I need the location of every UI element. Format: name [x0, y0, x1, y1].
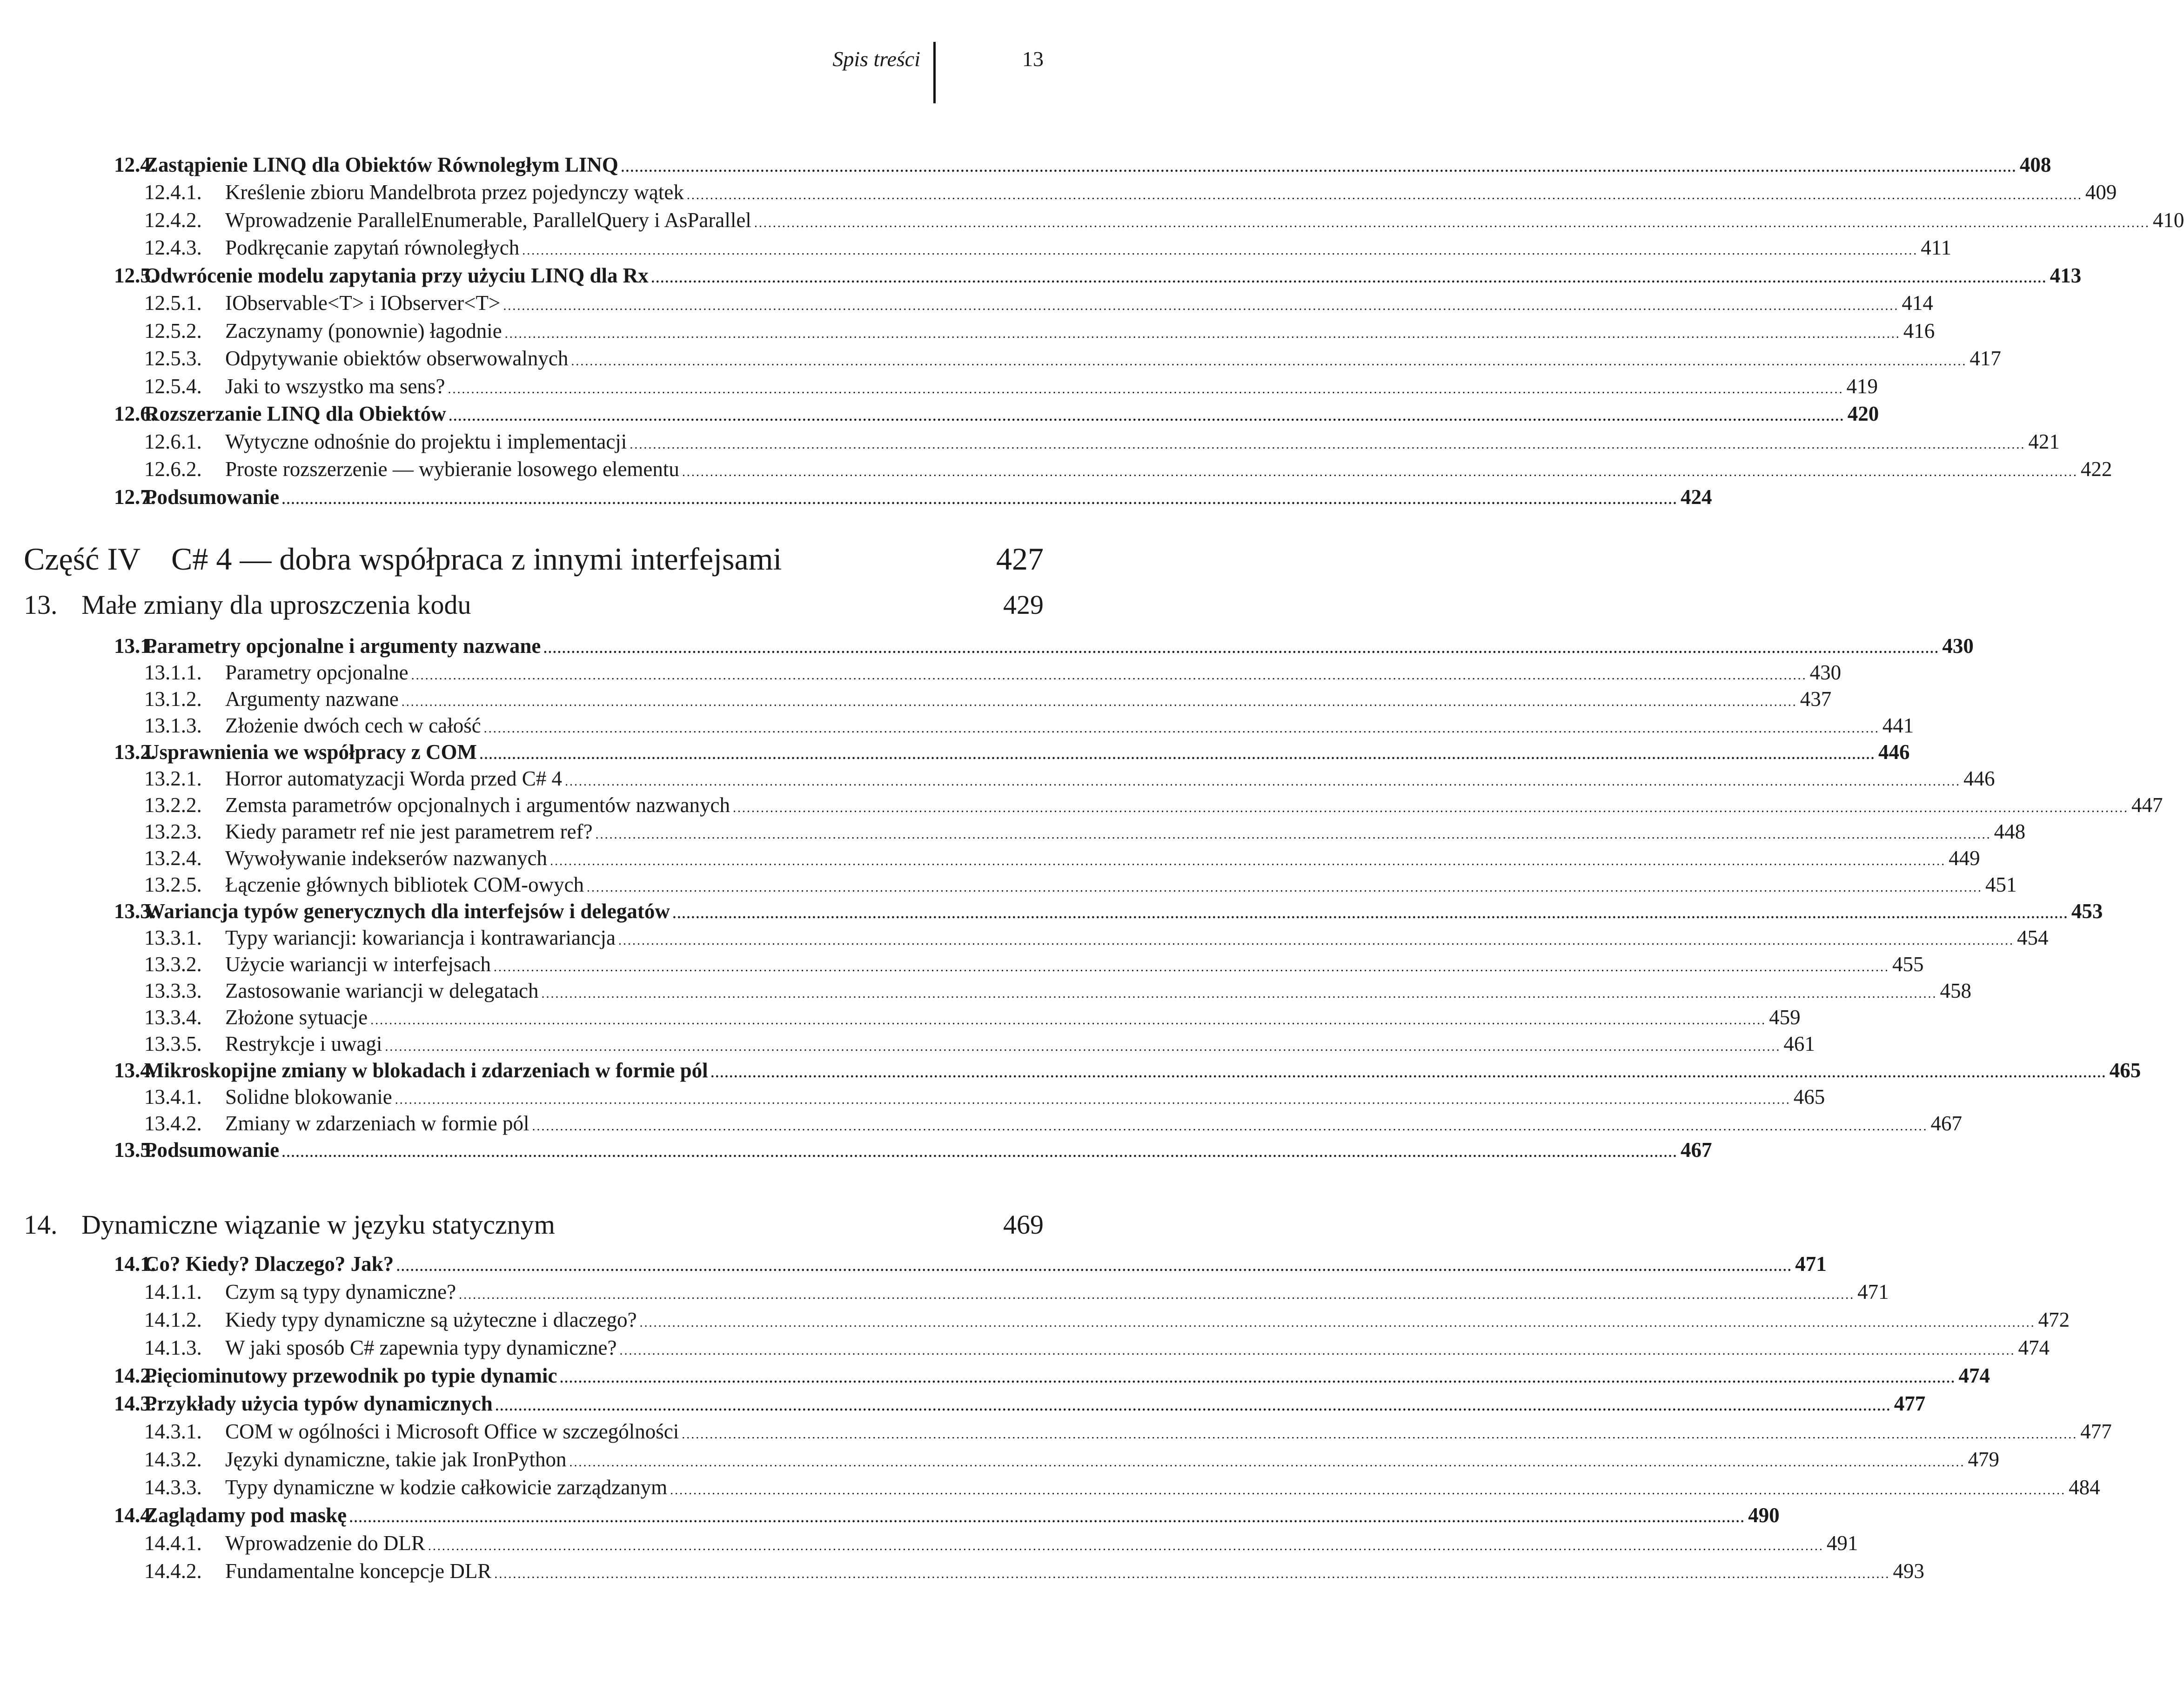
entry-title: Wariancja typów generycznych dla interfejsów i delegatów: [144, 899, 670, 923]
dot-leader: ............................................................................................................................................................................................................................................................................................................: [543, 641, 1940, 656]
dot-leader: ............................................................................................................................................................................................................................................................................................................: [522, 243, 1918, 258]
entry-body: [225, 1111, 1962, 1135]
entry-number: 12.4.: [114, 153, 156, 176]
entry-title: Usprawnienia we współpracy z COM: [144, 740, 477, 764]
entry-number: 12.6.1.: [144, 430, 202, 453]
entry-body: [225, 291, 1933, 315]
entry-page: 420: [1847, 402, 1879, 426]
entry-body: [225, 1475, 2100, 1499]
entry-title: Zaglądamy pod maskę: [144, 1504, 347, 1527]
entry-title: Typy dynamiczne w kodzie całkowicie zarządzanym: [225, 1476, 668, 1499]
entry-title: Jaki to wszystko ma sens?: [225, 374, 445, 398]
entry-number: 13.2.4.: [144, 846, 202, 870]
entry-page: 430: [1942, 634, 1974, 658]
entry-title: Podsumowanie: [144, 485, 280, 509]
entry-number: 13.4.: [114, 1058, 156, 1082]
entry-body: [225, 1280, 1889, 1304]
entry-page: 474: [2018, 1336, 2050, 1359]
dot-leader: ............................................................................................................................................................................................................................................................................................................: [370, 1013, 1767, 1028]
dot-leader: ............................................................................................................................................................................................................................................................................................................: [670, 1483, 2066, 1498]
entry-title: Rozszerzanie LINQ dla Obiektów: [144, 402, 446, 426]
entry-number: 13.4.2.: [144, 1111, 202, 1135]
entry-body: [225, 1559, 1924, 1583]
entry-page: 448: [1994, 819, 2026, 843]
dot-leader: ............................................................................................................................................................................................................................................................................................................: [618, 933, 2014, 948]
part-page: 427: [996, 541, 1044, 577]
toc-entry: [0, 1136, 1712, 1163]
dot-leader: ............................................................................................................................................................................................................................................................................................................: [503, 299, 1899, 314]
entry-page: 465: [2109, 1058, 2141, 1082]
toc-entry: [0, 739, 1910, 765]
entry-page: 410: [2152, 208, 2184, 232]
entry-body: [144, 1391, 1926, 1416]
entry-body: [144, 1363, 1990, 1388]
entry-number: 13.3.2.: [144, 952, 202, 976]
entry-number: 14.4.1.: [144, 1531, 202, 1555]
entry-title: Typy wariancji: kowariancja i kontrawariancja: [225, 926, 616, 949]
toc-entry: [0, 345, 2001, 373]
entry-title: Odpytywanie obiektów obserwowalnych: [225, 347, 569, 370]
toc-entry: [0, 792, 2163, 818]
toc-entry: [0, 317, 1935, 345]
entry-title: IObservable<T> i IObserver<T>: [225, 291, 501, 315]
dot-leader: ............................................................................................................................................................................................................................................................................................................: [571, 354, 1967, 369]
entry-number: 14.4.2.: [144, 1559, 202, 1583]
entry-page: 461: [1783, 1032, 1815, 1055]
entry-number: 13.3.1.: [144, 926, 202, 949]
entry-title: Argumenty nazwane: [225, 687, 399, 711]
entry-body: [144, 1503, 1780, 1527]
entry-number: 12.4.2.: [144, 208, 202, 232]
entry-body: [225, 873, 2017, 897]
dot-leader: ............................................................................................................................................................................................................................................................................................................: [428, 1539, 1824, 1553]
entry-body: [144, 1138, 1712, 1162]
entry-number: 13.1.1.: [144, 660, 202, 684]
dot-leader: ............................................................................................................................................................................................................................................................................................................: [682, 1427, 2078, 1442]
entry-body: [225, 926, 2049, 950]
dot-leader: ............................................................................................................................................................................................................................................................................................................: [483, 721, 1880, 736]
entry-page: 449: [1949, 846, 1980, 870]
chapter-title: Dynamiczne wiązanie w języku statycznym: [81, 1209, 555, 1240]
toc-entry: [0, 1501, 1780, 1529]
entry-page: 477: [2080, 1420, 2112, 1443]
entry-title: Mikroskopijne zmiany w blokadach i zdarzeniach w formie pól: [144, 1058, 708, 1082]
entry-number: 12.6.: [114, 402, 156, 426]
entry-title: Parametry opcjonalne i argumenty nazwane: [144, 634, 541, 658]
entry-title: Zmiany w zdarzeniach w formie pól: [225, 1111, 529, 1135]
entry-title: Języki dynamiczne, takie jak IronPython: [225, 1448, 567, 1471]
running-title: Spis treści: [832, 47, 920, 71]
toc-entry: [0, 712, 1914, 739]
entry-number: 12.5.4.: [144, 374, 202, 398]
part-title: C# 4 — dobra współpraca z innymi interfejsami: [171, 541, 782, 577]
entry-title: Podsumowanie: [144, 1138, 280, 1162]
entry-title: Kiedy parametr ref nie jest parametrem ref?: [225, 819, 593, 843]
dot-leader: ............................................................................................................................................................................................................................................................................................................: [710, 1066, 2107, 1081]
entry-title: Złożone sytuacje: [225, 1005, 368, 1029]
dot-leader: ............................................................................................................................................................................................................................................................................................................: [565, 774, 1961, 789]
entry-number: 12.7.: [114, 485, 156, 509]
entry-body: [225, 1336, 2050, 1360]
entry-page: 416: [1903, 319, 1935, 343]
entry-title: Łączenie głównych bibliotek COM-owych: [225, 873, 584, 896]
entry-number: 13.1.3.: [144, 713, 202, 737]
entry-body: [225, 319, 1935, 343]
toc-entry: [0, 1473, 2100, 1501]
entry-page: 467: [1930, 1111, 1962, 1135]
toc-entry: [0, 632, 1974, 659]
entry-number: 13.3.: [114, 899, 156, 923]
entry-title: Zaczynamy (ponownie) łagodnie: [225, 319, 502, 343]
entry-number: 12.4.3.: [144, 236, 202, 260]
entry-number: 12.5.: [114, 263, 156, 287]
entry-number: 13.3.4.: [144, 1005, 202, 1029]
entry-body: [225, 819, 2026, 844]
entry-number: 12.6.2.: [144, 457, 202, 481]
toc-entry: [0, 659, 1842, 685]
entry-page: 424: [1681, 485, 1712, 509]
entry-body: [144, 263, 2082, 288]
dot-leader: ............................................................................................................................................................................................................................................................................................................: [282, 492, 1678, 507]
dot-leader: ............................................................................................................................................................................................................................................................................................................: [639, 1316, 2036, 1330]
entry-number: 13.1.2.: [144, 687, 202, 711]
entry-body: [144, 153, 2051, 177]
entry-body: [225, 766, 1995, 791]
entry-body: [225, 952, 1924, 976]
entry-body: [225, 979, 1971, 1003]
entry-title: Odwrócenie modelu zapytania przy użyciu LINQ dla Rx: [144, 263, 649, 287]
entry-page: 459: [1769, 1005, 1801, 1029]
entry-page: 453: [2071, 899, 2103, 923]
dot-leader: ............................................................................................................................................................................................................................................................................................................: [560, 1371, 1956, 1386]
entry-page: 417: [1970, 347, 2001, 370]
toc-entry: [0, 1030, 1815, 1057]
dot-leader: ............................................................................................................................................................................................................................................................................................................: [550, 853, 1946, 868]
entry-page: 414: [1902, 291, 1933, 315]
dot-leader: ............................................................................................................................................................................................................................................................................................................: [385, 1039, 1781, 1054]
entry-body: [225, 235, 1952, 260]
entry-title: Kiedy typy dynamiczne są użyteczne i dlaczego?: [225, 1308, 637, 1331]
entry-page: 484: [2069, 1476, 2100, 1499]
toc-entry: [0, 262, 2082, 289]
entry-body: [225, 1032, 1815, 1056]
entry-body: [225, 457, 2112, 481]
toc-entry: [0, 206, 2184, 234]
entry-number: 13.1.: [114, 634, 156, 658]
dot-leader: ............................................................................................................................................................................................................................................................................................................: [754, 215, 2150, 230]
toc-entry: [0, 685, 1832, 712]
entry-body: [144, 899, 2103, 923]
chapter-number: 14.: [24, 1209, 58, 1240]
toc-entry: [0, 1306, 2070, 1334]
toc-entry: [0, 372, 1878, 400]
dot-leader: ............................................................................................................................................................................................................................................................................................................: [504, 326, 1901, 341]
entry-title: Fundamentalne koncepcje DLR: [225, 1559, 492, 1583]
dot-leader: ............................................................................................................................................................................................................................................................................................................: [619, 1343, 2016, 1358]
entry-title: W jaki sposób C# zapewnia typy dynamiczne?: [225, 1336, 617, 1359]
entry-title: Użycie wariancji w interfejsach: [225, 952, 491, 976]
entry-body: [225, 1085, 1825, 1109]
entry-page: 441: [1882, 713, 1914, 737]
entry-number: 14.2.: [114, 1364, 156, 1387]
entry-title: Horror automatyzacji Worda przed C# 4: [225, 766, 563, 790]
entry-page: 409: [2085, 181, 2117, 204]
entry-title: Wytyczne odnośnie do projektu i implementacji: [225, 430, 627, 453]
chapter-page: 469: [1003, 1209, 1044, 1240]
entry-page: 411: [1921, 236, 1952, 260]
entry-title: Przykłady użycia typów dynamicznych: [144, 1392, 493, 1415]
entry-page: 458: [1940, 979, 1971, 1002]
dot-leader: ............................................................................................................................................................................................................................................................................................................: [621, 160, 2017, 175]
page-number: 13: [1022, 47, 1044, 71]
dot-leader: ............................................................................................................................................................................................................................................................................................................: [459, 1288, 1855, 1302]
entry-body: [225, 374, 1878, 398]
entry-page: 430: [1809, 660, 1842, 684]
dot-leader: ............................................................................................................................................................................................................................................................................................................: [672, 907, 2069, 921]
chapter-title: Małe zmiany dla uproszczenia kodu: [81, 590, 471, 620]
entry-page: 490: [1748, 1504, 1780, 1527]
toc-entry: [0, 871, 2017, 898]
dot-leader: ............................................................................................................................................................................................................................................................................................................: [401, 694, 1797, 709]
dot-leader: ............................................................................................................................................................................................................................................................................................................: [686, 188, 2083, 203]
chapter-number: 13.: [24, 590, 58, 620]
entry-number: 13.2.: [114, 740, 156, 764]
entry-body: [144, 402, 1879, 426]
entry-title: Proste rozszerzenie — wybieranie losowego elementu: [225, 457, 679, 481]
entry-body: [144, 634, 1974, 658]
entry-title: Co? Kiedy? Dlaczego? Jak?: [144, 1252, 394, 1276]
dot-leader: ............................................................................................................................................................................................................................................................................................................: [282, 1145, 1678, 1160]
entry-body: [225, 846, 1980, 870]
toc-entry: [0, 1390, 1926, 1417]
dot-leader: ............................................................................................................................................................................................................................................................................................................: [396, 1260, 1793, 1274]
entry-page: 437: [1800, 687, 1832, 711]
entry-number: 12.5.2.: [144, 319, 202, 343]
entry-title: COM w ogólności i Microsoft Office w szczególności: [225, 1420, 679, 1443]
entry-title: Wprowadzenie do DLR: [225, 1531, 425, 1555]
dot-leader: ............................................................................................................................................................................................................................................................................................................: [349, 1511, 1746, 1525]
entry-body: [225, 1531, 1858, 1555]
entry-page: 467: [1681, 1138, 1712, 1162]
entry-title: Czym są typy dynamiczne?: [225, 1280, 456, 1303]
entry-page: 422: [2080, 457, 2112, 481]
toc-entry: [0, 1334, 2050, 1362]
dot-leader: ............................................................................................................................................................................................................................................................................................................: [569, 1455, 1965, 1470]
entry-page: 474: [1958, 1364, 1990, 1387]
toc-entry: [0, 1057, 2141, 1083]
entry-body: [144, 1058, 2141, 1082]
entry-page: 479: [1968, 1448, 2000, 1471]
entry-number: 12.5.3.: [144, 347, 202, 370]
entry-page: 455: [1892, 952, 1924, 976]
entry-number: 13.2.5.: [144, 873, 202, 896]
entry-title: Zastąpienie LINQ dla Obiektów Równoległym LINQ: [144, 153, 618, 176]
entry-page: 465: [1793, 1085, 1825, 1108]
dot-leader: ............................................................................................................................................................................................................................................................................................................: [495, 1399, 1891, 1414]
entry-page: 472: [2038, 1308, 2070, 1331]
dot-leader: ............................................................................................................................................................................................................................................................................................................: [411, 668, 1807, 683]
dot-leader: ............................................................................................................................................................................................................................................................................................................: [479, 747, 1876, 762]
toc-entry: [0, 400, 1879, 428]
entry-page: 471: [1857, 1280, 1889, 1303]
entry-body: [225, 1308, 2070, 1332]
entry-number: 14.3.: [114, 1392, 156, 1415]
toc-entry: [0, 151, 2051, 179]
entry-number: 12.5.1.: [144, 291, 202, 315]
dot-leader: ............................................................................................................................................................................................................................................................................................................: [630, 437, 2026, 452]
chapter-page: 429: [1003, 590, 1044, 620]
toc-entry: [0, 1004, 1801, 1030]
dot-leader: ............................................................................................................................................................................................................................................................................................................: [448, 382, 1844, 396]
entry-body: [225, 1419, 2112, 1444]
entry-page: 447: [2131, 793, 2163, 817]
entry-title: Solidne blokowanie: [225, 1085, 392, 1108]
entry-title: Kreślenie zbioru Mandelbrota przez pojedynczy wątek: [225, 181, 684, 204]
entry-number: 13.2.2.: [144, 793, 202, 817]
toc-entry: [0, 1557, 1924, 1585]
dot-leader: ............................................................................................................................................................................................................................................................................................................: [395, 1092, 1791, 1107]
entry-title: Zemsta parametrów opcjonalnych i argumentów nazwanych: [225, 793, 730, 817]
entry-number: 14.1.3.: [144, 1336, 202, 1359]
dot-leader: ............................................................................................................................................................................................................................................................................................................: [733, 800, 2129, 815]
part-label: Część IV: [24, 541, 141, 577]
toc-entry: [0, 1445, 2000, 1473]
entry-body: [144, 1252, 1827, 1276]
entry-title: Podkręcanie zapytań równoległych: [225, 236, 520, 260]
dot-leader: ............................................................................................................................................................................................................................................................................................................: [532, 1119, 1928, 1134]
toc-entry: [0, 1083, 1825, 1110]
entry-title: Pięciominutowy przewodnik po typie dynamic: [144, 1364, 557, 1387]
entry-number: 13.2.1.: [144, 766, 202, 790]
entry-number: 13.2.3.: [144, 819, 202, 843]
entry-page: 446: [1878, 740, 1910, 764]
dot-leader: ............................................................................................................................................................................................................................................................................................................: [587, 880, 1983, 895]
toc-entry: [0, 898, 2103, 924]
toc-entry: [0, 428, 2060, 456]
toc-entry: [0, 483, 1712, 511]
entry-title: Wywoływanie indekserów nazwanych: [225, 846, 548, 870]
entry-page: 454: [2017, 926, 2049, 949]
entry-page: 471: [1795, 1252, 1827, 1276]
entry-body: [225, 793, 2163, 817]
toc-entry: [0, 1362, 1990, 1390]
entry-page: 446: [1963, 766, 1995, 790]
entry-number: 14.1.2.: [144, 1308, 202, 1331]
entry-title: Złożenie dwóch cech w całość: [225, 713, 481, 737]
dot-leader: ............................................................................................................................................................................................................................................................................................................: [494, 1567, 1890, 1581]
toc-entry: [0, 845, 1980, 871]
dot-leader: ............................................................................................................................................................................................................................................................................................................: [651, 271, 2047, 286]
toc-entry: [0, 456, 2112, 484]
entry-title: Wprowadzenie ParallelEnumerable, ParallelQuery i AsParallel: [225, 208, 751, 232]
header-divider: [933, 42, 936, 103]
entry-page: 491: [1826, 1531, 1858, 1555]
entry-page: 451: [1985, 873, 2017, 896]
toc-entry: [0, 951, 1924, 977]
entry-body: [225, 208, 2184, 232]
entry-page: 419: [1846, 374, 1878, 398]
entry-title: Parametry opcjonalne: [225, 660, 409, 684]
entry-page: 413: [2050, 263, 2082, 287]
entry-page: 421: [2028, 430, 2060, 453]
toc-entry: [0, 1417, 2112, 1445]
entry-page: 408: [2019, 153, 2051, 176]
toc-entry: [0, 765, 1995, 792]
entry-number: 14.1.: [114, 1252, 156, 1276]
entry-body: [225, 430, 2060, 454]
dot-leader: ............................................................................................................................................................................................................................................................................................................: [541, 986, 1937, 1001]
dot-leader: ............................................................................................................................................................................................................................................................................................................: [493, 960, 1889, 974]
entry-body: [144, 740, 1910, 764]
toc-entry: [0, 179, 2117, 207]
entry-number: 14.4.: [114, 1504, 156, 1527]
entry-number: 13.4.1.: [144, 1085, 202, 1108]
toc-entry: [0, 234, 1952, 262]
toc-entry: [0, 924, 2049, 951]
entry-number: 13.3.5.: [144, 1032, 202, 1055]
entry-body: [225, 180, 2117, 204]
dot-leader: ............................................................................................................................................................................................................................................................................................................: [449, 410, 1845, 424]
toc-entry: [0, 1250, 1827, 1278]
entry-number: 12.4.1.: [144, 181, 202, 204]
entry-body: [225, 1447, 2000, 1471]
entry-number: 14.3.2.: [144, 1448, 202, 1471]
entry-body: [225, 687, 1832, 711]
toc-entry: [0, 1278, 1889, 1306]
toc-entry: [0, 977, 1971, 1004]
entry-title: Zastosowanie wariancji w delegatach: [225, 979, 539, 1002]
toc-entry: [0, 1529, 1858, 1557]
entry-number: 13.5.: [114, 1138, 156, 1162]
entry-body: [144, 485, 1712, 509]
entry-number: 13.3.3.: [144, 979, 202, 1002]
entry-body: [225, 346, 2001, 370]
entry-body: [225, 660, 1842, 685]
entry-number: 14.3.3.: [144, 1476, 202, 1499]
entry-number: 14.3.1.: [144, 1420, 202, 1443]
toc-entry: [0, 818, 2026, 845]
toc-entry: [0, 1110, 1962, 1136]
entry-title: Restrykcje i uwagi: [225, 1032, 382, 1055]
entry-body: [225, 713, 1914, 738]
dot-leader: ............................................................................................................................................................................................................................................................................................................: [682, 465, 2078, 480]
dot-leader: ............................................................................................................................................................................................................................................................................................................: [595, 827, 1991, 842]
entry-page: 477: [1894, 1392, 1926, 1415]
entry-page: 493: [1893, 1559, 1924, 1583]
entry-body: [225, 1005, 1801, 1029]
toc-entry: [0, 289, 1933, 317]
entry-number: 14.1.1.: [144, 1280, 202, 1303]
